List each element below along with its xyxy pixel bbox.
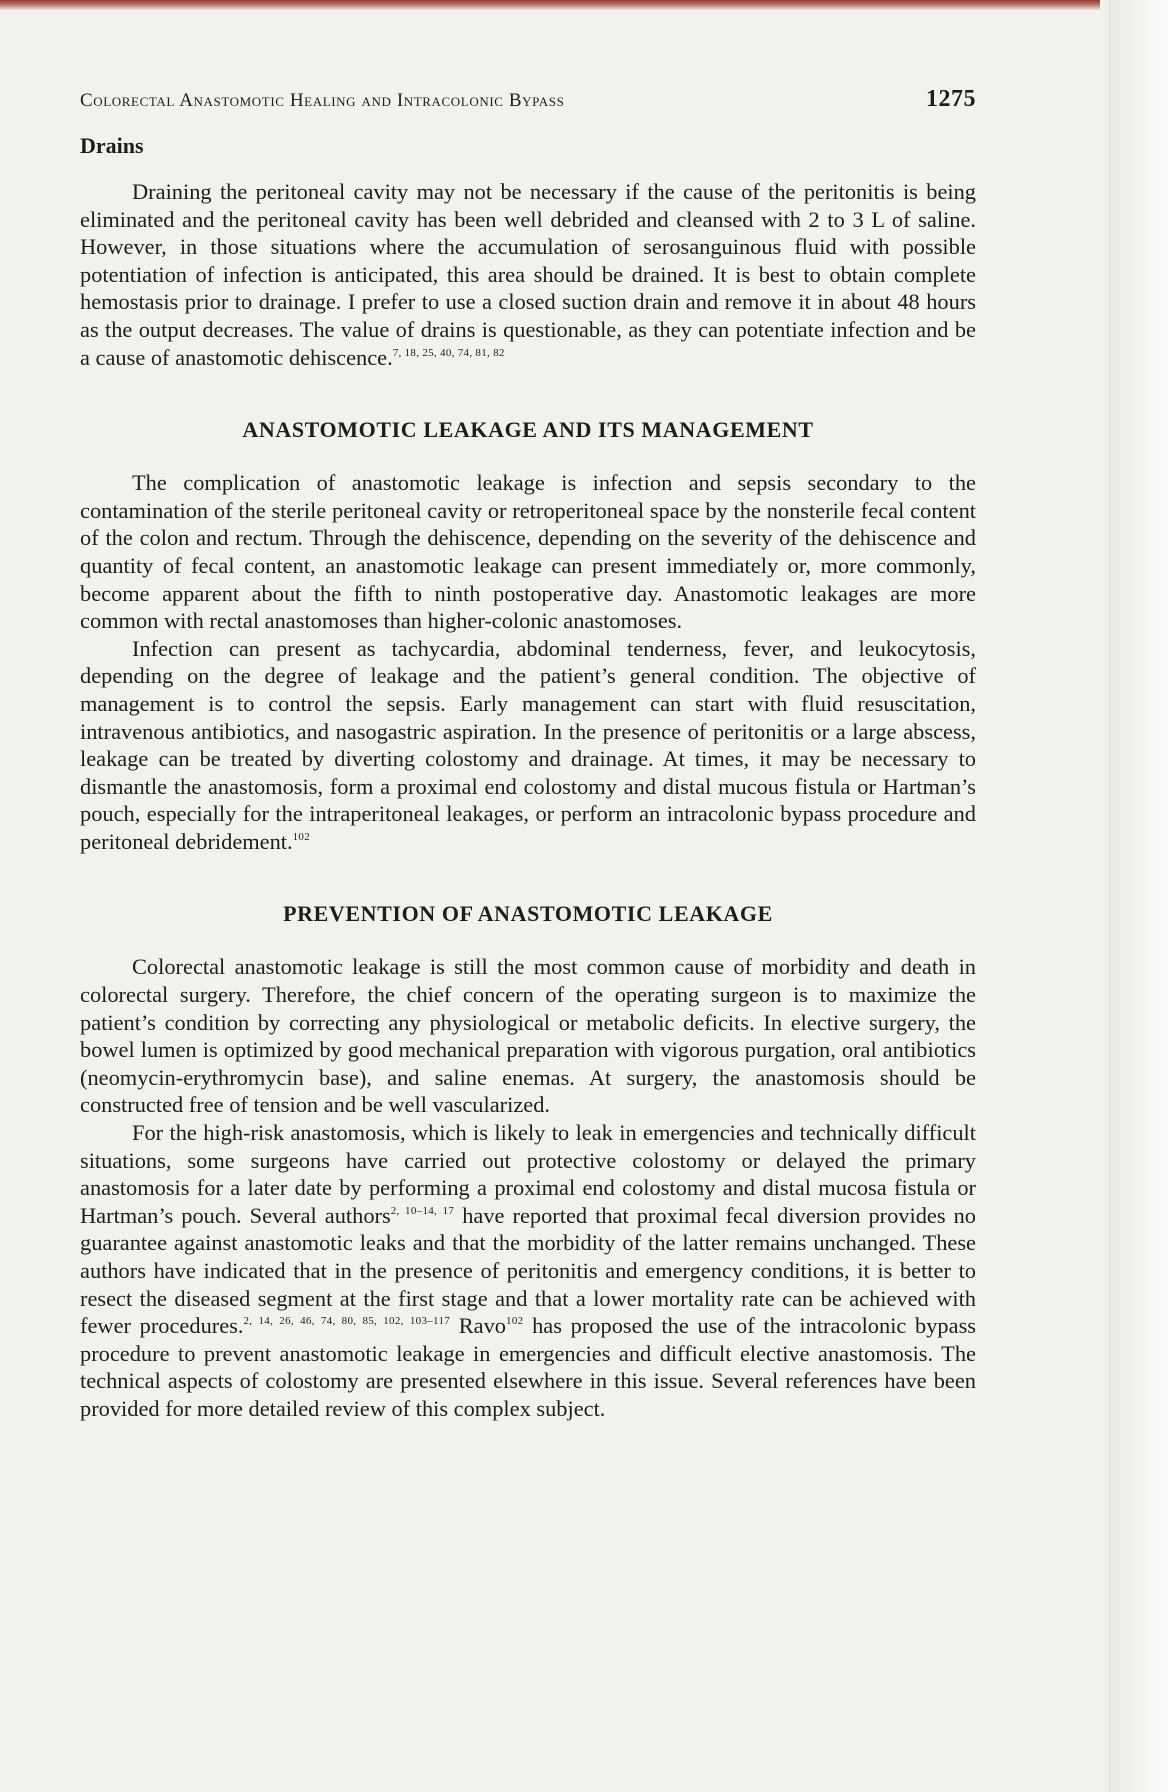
book-page	[80, 86, 976, 1423]
citation-superscript: 102	[506, 1315, 524, 1328]
paragraph-text: have reported that proximal fecal diversion provides no guarantee against anastomotic leaks and that the morbidity of the latter remains unchanged. These authors have indicated that in the presence of peritonitis and emergency conditions, it is better to resect the diseased segment at the first stage and that a lower mortality rate can be achieved with fewer procedures.	[80, 1202, 976, 1339]
prevention-heading: PREVENTION OF ANASTOMOTIC LEAKAGE	[283, 901, 773, 927]
paragraph-text: For the high-risk anastomosis, which is likely to leak in emergencies and technically difficult situations, some surgeons have carried out protective colostomy or delayed the primary anastomosis for a later date by performing a proximal end colostomy and distal mucosa fistula or Hartman’s pouch. Several authors	[80, 1120, 976, 1228]
page-right-margin	[1109, 0, 1168, 1792]
citation-superscript: 7, 18, 25, 40, 74, 81, 82	[392, 346, 505, 359]
leakage-paragraph-1	[80, 469, 976, 635]
page-top-edge	[0, 0, 1100, 10]
paragraph-text: Colorectal anastomotic leakage is still the most common cause of morbidity and death in colorectal surgery. Therefore, the chief concern of the operating surgeon is to maximize the patient’s condition by correcting any physiological or metabolic deficits. In elective surgery, the bowel lumen is optimized by good mechanical preparation with vigorous purgation, oral antibiotics (neomycin-erythromycin base), and saline enemas. At surgery, the anastomosis should be constructed free of tension and be well vascularized.	[80, 954, 976, 1118]
paragraph-text: Infection can present as tachycardia, abdominal tenderness, fever, and leukocytosis, depending on the degree of leakage and the patient’s general condition. The objective of management is to control the sepsis. Early management can start with fluid resuscitation, intravenous antibiotics, and nasogastric aspiration. In the presence of peritonitis or a large abscess, leakage can be treated by diverting colostomy and drainage. At times, it may be necessary to dismantle the anastomosis, form a proximal end colostomy and distal mucous fistula or Hartman’s pouch, especially for the intraperitoneal leakages, or perform an intracolonic bypass procedure and peritoneal debridement.	[80, 635, 976, 854]
running-head-title: Colorectal Anastomotic Healing and Intracolonic Bypass	[80, 90, 565, 111]
prevention-paragraph-2	[80, 1119, 976, 1423]
paragraph-text: The complication of anastomotic leakage is infection and sepsis secondary to the contamination of the sterile peritoneal cavity or retroperitoneal space by the nonsterile fecal content of the colon and rectum. Through the dehiscence, depending on the severity of the dehiscence and quantity of fecal content, an anastomotic leakage can present immediately or, more commonly, become apparent about the fifth to ninth postoperative day. Anastomotic leakages are more common with rectal anastomoses than higher-colonic anastomoses.	[80, 470, 976, 634]
paragraph-text: Draining the peritoneal cavity may not be necessary if the cause of the peritonitis is being eliminated and the peritoneal cavity has been well debrided and cleansed with 2 to 3 L of saline. However, in those situations where the accumulation of serosanguinous fluid with possible potentiation of infection is anticipated, this area should be drained. It is best to obtain complete hemostasis prior to drainage. I prefer to use a closed suction drain and remove it in about 48 hours as the output decreases. The value of drains is questionable, as they can potentiate infection and be a cause of anastomotic dehiscence.	[80, 179, 976, 370]
page-number: 1275	[926, 86, 976, 112]
drains-paragraph	[80, 178, 976, 371]
leakage-paragraph-2	[80, 635, 976, 856]
citation-superscript: 2, 14, 26, 46, 74, 80, 85, 102, 103–117	[243, 1315, 451, 1328]
paragraph-text: Ravo	[450, 1313, 507, 1339]
anastomotic-leakage-heading: ANASTOMOTIC LEAKAGE AND ITS MANAGEMENT	[242, 417, 814, 443]
prevention-paragraph-1	[80, 953, 976, 1119]
running-head	[80, 86, 976, 120]
paragraph-text: has proposed the use of the intracolonic bypass procedure to prevent anastomotic leakage in emergencies and difficult elective anastomosis. The technical aspects of colostomy are presented elsewhere in this issue. Several references have been provided for more detailed review of this complex subject.	[80, 1313, 976, 1421]
drains-heading: Drains	[80, 133, 144, 158]
citation-superscript: 2, 10–14, 17	[390, 1204, 455, 1217]
citation-superscript: 102	[292, 830, 311, 843]
